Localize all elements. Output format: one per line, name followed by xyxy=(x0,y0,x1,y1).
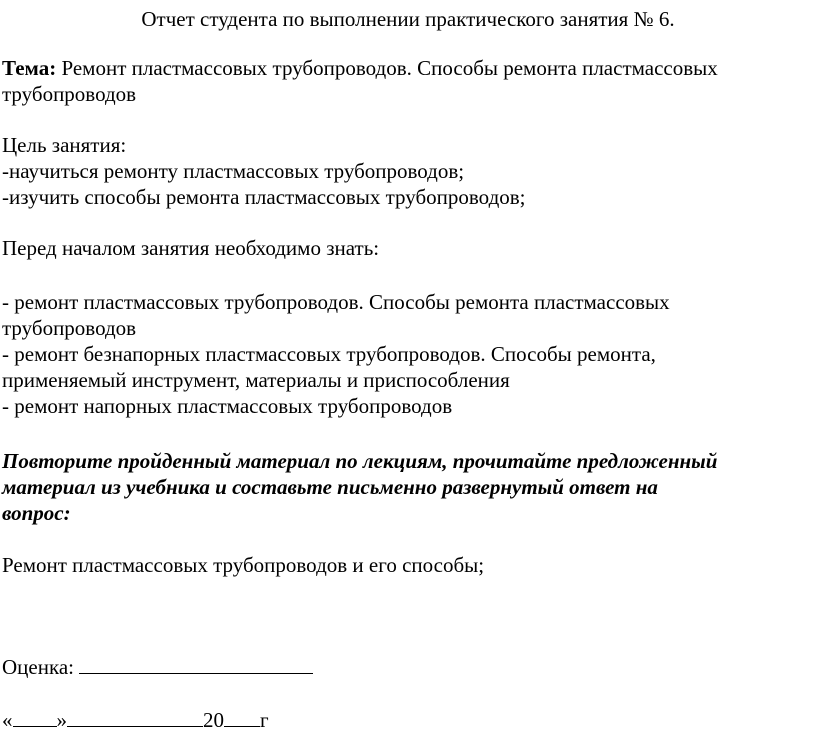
prereq-line-3: - ремонт безнапорных пластмассовых трубопроводов. Способы ремонта, xyxy=(2,342,656,366)
topic-line-1 xyxy=(2,55,718,81)
grade-line xyxy=(2,653,313,680)
grade-label: Оценка: xyxy=(2,655,75,679)
date-year-blank xyxy=(224,706,260,727)
instruction-line-2: материал из учебника и составьте письменно развернутый ответ на xyxy=(2,475,658,499)
goal-item-1: -научиться ремонту пластмассовых трубопроводов; xyxy=(2,159,465,183)
prereq-line-1: - ремонт пластмассовых трубопроводов. Способы ремонта пластмассовых xyxy=(2,290,670,314)
date-line xyxy=(2,706,269,733)
question-text: Ремонт пластмассовых трубопроводов и его способы; xyxy=(2,553,485,577)
date-day-blank xyxy=(13,706,57,727)
prereq-line-2: трубопроводов xyxy=(2,316,137,340)
date-month-blank xyxy=(67,706,203,727)
instruction-line-3: вопрос: xyxy=(2,501,71,525)
goal-heading: Цель занятия: xyxy=(2,133,127,157)
date-year-prefix: 20 xyxy=(203,708,224,732)
topic-text-1: Ремонт пластмассовых трубопроводов. Способы ремонта пластмассовых xyxy=(56,56,718,80)
prereq-line-4: применяемый инструмент, материалы и приспособления xyxy=(2,368,510,392)
prereq-heading: Перед началом занятия необходимо знать: xyxy=(2,236,380,260)
date-year-suffix: г xyxy=(260,708,269,732)
prereq-line-5: - ремонт напорных пластмассовых трубопроводов xyxy=(2,394,453,418)
date-close-quote: » xyxy=(56,708,67,732)
grade-blank xyxy=(79,653,313,674)
topic-line-2: трубопроводов xyxy=(2,82,137,106)
topic-label: Тема: xyxy=(2,56,57,80)
report-title: Отчет студента по выполнении практического занятия № 6. xyxy=(141,7,675,31)
goal-item-2: -изучить способы ремонта пластмассовых трубопроводов; xyxy=(2,185,526,209)
instruction-line-1: Повторите пройденный материал по лекциям, прочитайте предложенный xyxy=(2,449,718,473)
date-open-quote: « xyxy=(2,708,13,732)
